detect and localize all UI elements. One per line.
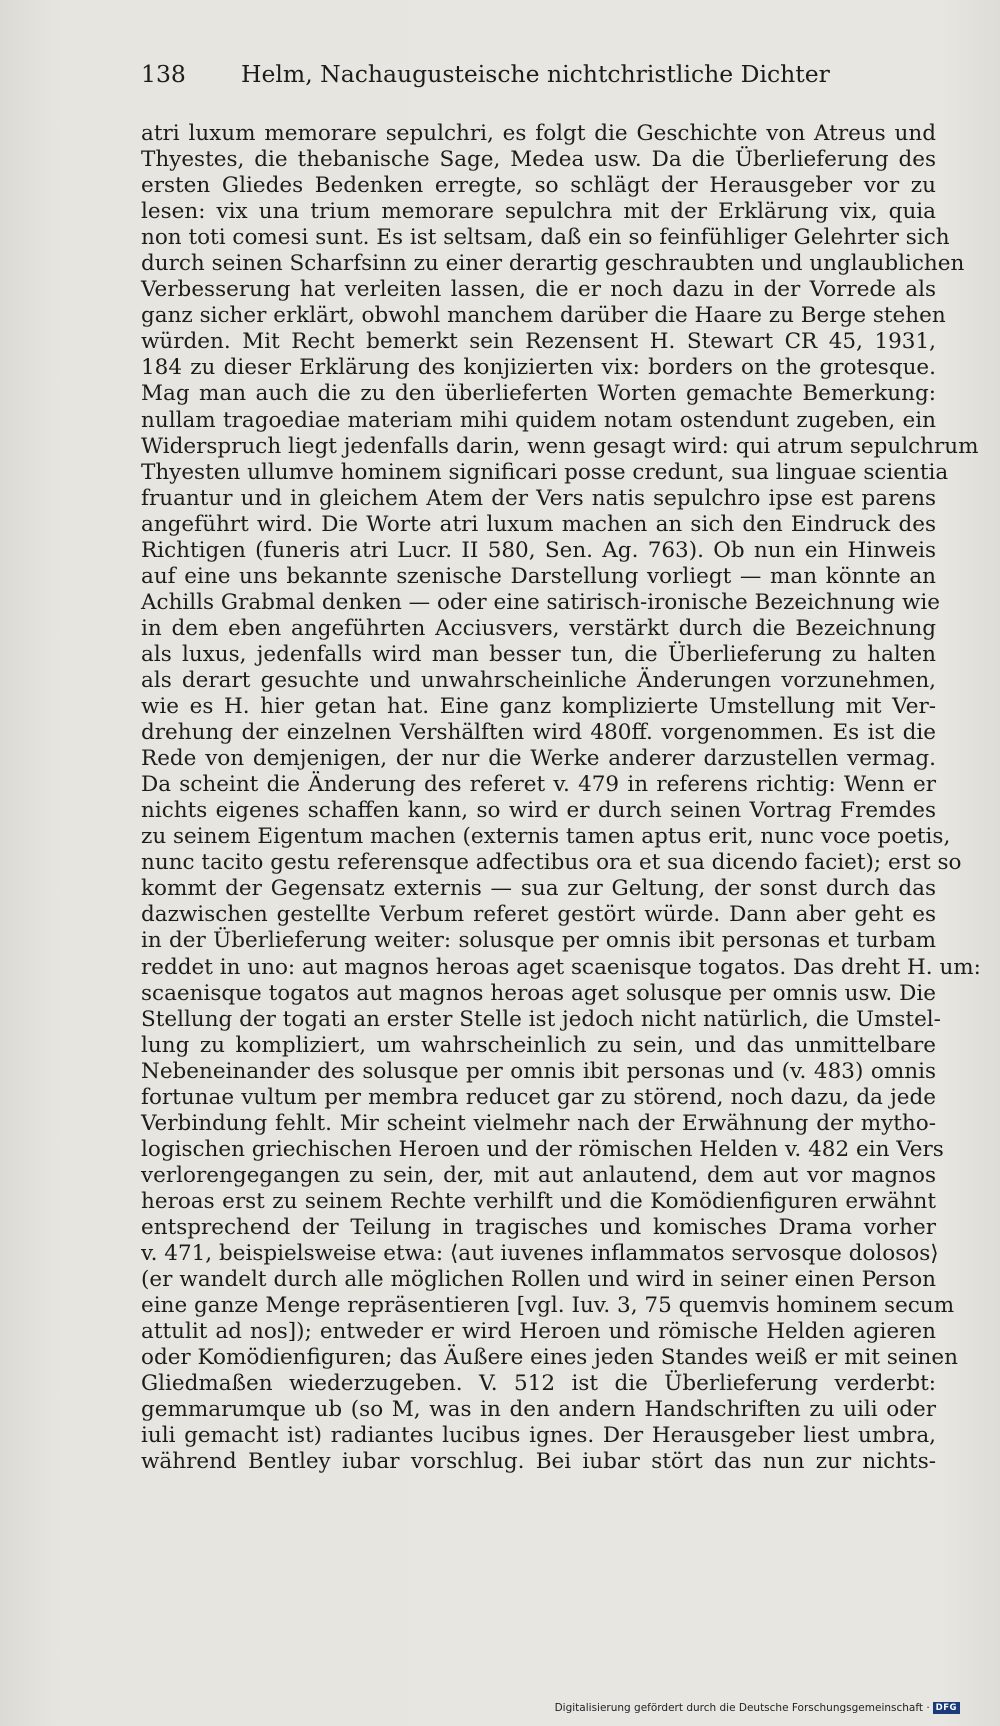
text-line: oder Komödienfiguren; das Äußere eines jeden Standes weiß er mit seinen	[141, 1345, 958, 1371]
credit-text: Digitalisierung gefördert durch die Deutsche Forschungsgemeinschaft ·	[554, 1702, 930, 1714]
text-line: in dem eben angeführten Acciusvers, verstärkt durch die Bezeichnung	[141, 615, 936, 641]
text-line: zu seinem Eigentum machen (externis tamen aptus erit, nunc voce poetis,	[141, 824, 951, 850]
text-line: lung zu kompliziert, um wahrscheinlich zu sein, und das unmittelbare	[141, 1032, 936, 1058]
text-line: Gliedmaßen wiederzugeben. V. 512 ist die Überlieferung verderbt:	[141, 1371, 936, 1397]
text-line: Rede von demjenigen, der nur die Werke anderer darzustellen vermag.	[141, 746, 936, 772]
text-line: Thyesten ullumve hominem significari posse credunt, sua linguae scientia	[141, 459, 949, 485]
text-line: während Bentley iubar vorschlug. Bei iubar stört das nun zur nichts-	[141, 1449, 936, 1475]
text-line: (er wandelt durch alle möglichen Rollen und wird in seiner einen Person	[141, 1267, 936, 1293]
text-line: atri luxum memorare sepulchri, es folgt die Geschichte von Atreus und	[141, 121, 936, 146]
text-line: Nebeneinander des solusque per omnis ibit personas und (v. 483) omnis	[141, 1058, 936, 1084]
text-line: fortunae vultum per membra reducet gar zu störend, noch dazu, da jede	[141, 1084, 936, 1110]
text-line: nunc tacito gestu referensque adfectibus ora et sua dicendo faciet); erst so	[141, 850, 962, 876]
dfg-logo: DFG	[933, 1702, 960, 1714]
text-line: angeführt wird. Die Worte atri luxum machen an sich den Eindruck des	[141, 511, 936, 537]
text-line: scaenisque togatos aut magnos heroas aget solusque per omnis usw. Die	[141, 980, 936, 1006]
text-line: Achills Grabmal denken — oder eine satirisch-ironische Bezeichnung wie	[141, 589, 940, 615]
text-line: Stellung der togati an erster Stelle ist jedoch nicht natürlich, die Umstel-	[141, 1006, 941, 1032]
text-line: Richtigen (funeris atri Lucr. II 580, Sen. Ag. 763). Ob nun ein Hinweis	[141, 537, 936, 563]
text-line: Thyestes, die thebanische Sage, Medea usw. Da die Überlieferung des	[141, 147, 936, 173]
text-line: Widerspruch liegt jedenfalls darin, wenn gesagt wird: qui atrum sepulchrum	[141, 433, 979, 459]
text-line: auf eine uns bekannte szenische Darstellung vorliegt — man könnte an	[141, 563, 936, 589]
text-line: verlorengegangen zu sein, der, mit aut anlautend, dem aut vor magnos	[141, 1162, 936, 1188]
text-line: gemmarumque ub (so M, was in den andern Handschriften zu uili oder	[141, 1397, 936, 1423]
text-line: eine ganze Menge repräsentieren [vgl. Iuv. 3, 75 quemvis hominem secum	[141, 1293, 955, 1319]
text-line: ersten Gliedes Bedenken erregte, so schlägt der Herausgeber vor zu	[141, 173, 936, 199]
text-line: nichts eigenes schaffen kann, so wird er durch seinen Vortrag Fremdes	[141, 798, 936, 824]
text-line: lesen: vix una trium memorare sepulchra mit der Erklärung vix, quia	[141, 199, 936, 225]
text-line: v. 471, beispielsweise etwa: ⟨aut iuvenes inflammatos servosque dolosos⟩	[141, 1241, 939, 1267]
text-line: in der Überlieferung weiter: solusque per omnis ibit personas et turbam	[141, 928, 936, 954]
text-line: iuli gemacht ist) radiantes lucibus ignes. Der Herausgeber liest umbra,	[141, 1423, 936, 1449]
text-line: durch seinen Scharfsinn zu einer derartig geschraubten und unglaublichen	[141, 251, 965, 277]
running-header	[141, 60, 936, 88]
text-line: nullam tragoediae materiam mihi quidem notam ostendunt zugeben, ein	[141, 407, 936, 433]
text-line: 184 zu dieser Erklärung des konjizierten vix: borders on the grotesque.	[141, 355, 936, 381]
text-line: als derart gesuchte und unwahrscheinliche Änderungen vorzunehmen,	[141, 667, 936, 693]
text-line: attulit ad nos]); entweder er wird Heroen und römische Helden agieren	[141, 1319, 936, 1345]
text-line: heroas erst zu seinem Rechte verhilft und die Komödienfiguren erwähnt	[141, 1188, 936, 1214]
page-number: 138	[141, 60, 186, 88]
text-line: Da scheint die Änderung des referet v. 479 in referens richtig: Wenn er	[141, 772, 936, 798]
text-line: dazwischen gestellte Verbum referet gestört würde. Dann aber geht es	[141, 902, 936, 928]
text-line: kommt der Gegensatz externis — sua zur Geltung, der sonst durch das	[141, 876, 936, 902]
text-line: ganz sicher erklärt, obwohl manchem darüber die Haare zu Berge stehen	[141, 303, 946, 329]
text-line: würden. Mit Recht bemerkt sein Rezensent H. Stewart CR 45, 1931,	[141, 329, 936, 355]
text-line: logischen griechischen Heroen und der römischen Helden v. 482 ein Vers	[141, 1136, 944, 1162]
text-line: reddet in uno: aut magnos heroas aget scaenisque togatos. Das dreht H. um:	[141, 954, 981, 980]
text-line: Verbesserung hat verleiten lassen, die er noch dazu in der Vorrede als	[141, 277, 936, 303]
text-line: als luxus, jedenfalls wird man besser tun, die Überlieferung zu halten	[141, 641, 936, 667]
text-line: drehung der einzelnen Vershälften wird 480ff. vorgenommen. Es ist die	[141, 720, 936, 746]
text-line: fruantur und in gleichem Atem der Vers natis sepulchro ipse est parens	[141, 485, 936, 511]
body-text	[141, 121, 981, 1475]
text-line: Mag man auch die zu den überlieferten Worten gemachte Bemerkung:	[141, 381, 936, 407]
text-line: Verbindung fehlt. Mir scheint vielmehr nach der Erwähnung der mytho-	[141, 1110, 936, 1136]
digitization-credit	[555, 1702, 960, 1714]
text-line: wie es H. hier getan hat. Eine ganz komplizierte Umstellung mit Ver-	[141, 694, 936, 720]
text-line: entsprechend der Teilung in tragisches und komisches Drama vorher	[141, 1214, 936, 1240]
text-line: non toti comesi sunt. Es ist seltsam, daß ein so feinfühliger Gelehrter sich	[141, 225, 950, 251]
running-title: Helm, Nachaugusteische nichtchristliche Dichter	[241, 60, 830, 88]
